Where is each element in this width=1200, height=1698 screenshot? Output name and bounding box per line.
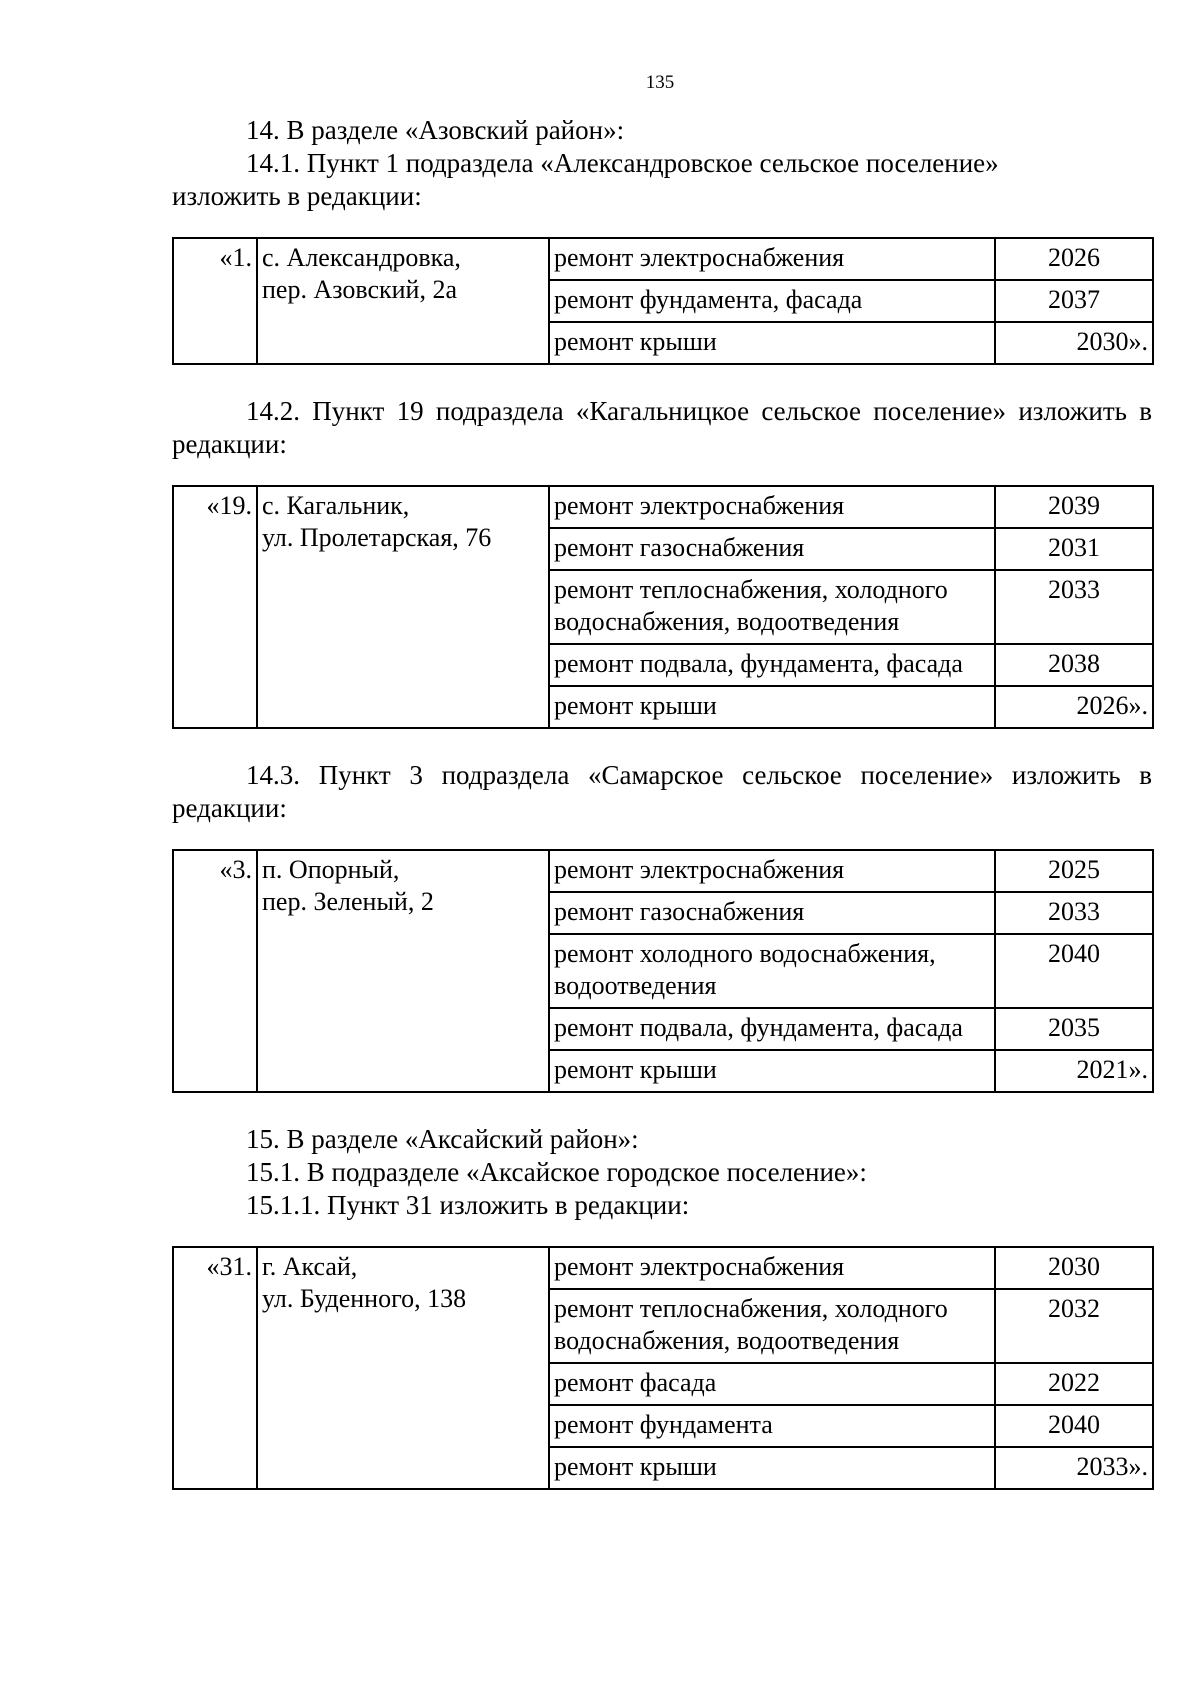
address-line: с. Александровка,	[262, 243, 461, 272]
repair-year: 2021».	[995, 1050, 1153, 1092]
address-line: пер. Азовский, 2а	[262, 275, 458, 304]
repair-year: 2035	[995, 1008, 1153, 1050]
paragraph: 15. В разделе «Аксайский район»:	[246, 1124, 639, 1154]
paragraph: 14.3. Пункт 3 подраздела «Самарское сельское поселение» изложить в редакции:	[172, 760, 1152, 823]
address-cell	[257, 1247, 549, 1489]
work-type: ремонт фундамента, фасада	[549, 280, 995, 322]
work-type: ремонт теплоснабжения, холодного водоснабжения, водоотведения	[549, 1289, 995, 1363]
work-type: ремонт подвала, фундамента, фасада	[549, 1008, 995, 1050]
repair-year: 2033	[995, 570, 1153, 644]
paragraph: 15.1. В подразделе «Аксайское городское поселение»:	[246, 1157, 867, 1187]
work-type: ремонт электроснабжения	[549, 238, 995, 280]
table-row	[173, 486, 1153, 528]
item-number: «3.	[173, 850, 257, 1092]
repair-year: 2031	[995, 528, 1153, 570]
work-type: ремонт газоснабжения	[549, 892, 995, 934]
work-type: ремонт подвала, фундамента, фасада	[549, 644, 995, 686]
work-type: ремонт электроснабжения	[549, 850, 995, 892]
page-number: 135	[645, 72, 675, 93]
paragraph: 14. В разделе «Азовский район»:	[246, 115, 625, 145]
paragraph: 14.1. Пункт 1 подраздела «Александровское сельское поселение»	[246, 148, 999, 178]
table-row	[173, 1247, 1153, 1289]
address-line: пер. Зеленый, 2	[262, 887, 434, 916]
amendment-table	[172, 485, 1154, 729]
repair-year: 2030».	[995, 322, 1153, 364]
amendment-table	[172, 1246, 1154, 1490]
paragraph: изложить в редакции:	[172, 181, 422, 211]
work-type: ремонт крыши	[549, 686, 995, 728]
repair-year: 2037	[995, 280, 1153, 322]
work-type: ремонт газоснабжения	[549, 528, 995, 570]
repair-year: 2040	[995, 934, 1153, 1008]
work-type: ремонт электроснабжения	[549, 486, 995, 528]
address-cell	[257, 486, 549, 728]
address-line: г. Аксай,	[262, 1252, 358, 1281]
repair-year: 2032	[995, 1289, 1153, 1363]
work-type: ремонт фасада	[549, 1363, 995, 1405]
address-line: ул. Пролетарская, 76	[262, 523, 492, 552]
amendment-table	[172, 849, 1154, 1093]
paragraph: 14.2. Пункт 19 подраздела «Кагальницкое сельское поселение» изложить в редакции:	[172, 396, 1152, 459]
repair-year: 2022	[995, 1363, 1153, 1405]
address-line: с. Кагальник,	[262, 491, 410, 520]
repair-year: 2026	[995, 238, 1153, 280]
repair-year: 2033	[995, 892, 1153, 934]
address-line: ул. Буденного, 138	[262, 1284, 467, 1313]
table-row	[173, 238, 1153, 280]
table-row	[173, 850, 1153, 892]
item-number: «19.	[173, 486, 257, 728]
work-type: ремонт крыши	[549, 1447, 995, 1489]
repair-year: 2025	[995, 850, 1153, 892]
item-number: «31.	[173, 1247, 257, 1489]
item-number: «1.	[173, 238, 257, 364]
work-type: ремонт фундамента	[549, 1405, 995, 1447]
repair-year: 2030	[995, 1247, 1153, 1289]
address-cell	[257, 238, 549, 364]
address-line: п. Опорный,	[262, 855, 400, 884]
document-body	[172, 114, 1152, 1490]
work-type: ремонт крыши	[549, 322, 995, 364]
work-type: ремонт теплоснабжения, холодного водоснабжения, водоотведения	[549, 570, 995, 644]
work-type: ремонт электроснабжения	[549, 1247, 995, 1289]
repair-year: 2026».	[995, 686, 1153, 728]
repair-year: 2039	[995, 486, 1153, 528]
work-type: ремонт холодного водоснабжения, водоотведения	[549, 934, 995, 1008]
repair-year: 2038	[995, 644, 1153, 686]
work-type: ремонт крыши	[549, 1050, 995, 1092]
repair-year: 2033».	[995, 1447, 1153, 1489]
amendment-table	[172, 237, 1154, 365]
paragraph: 15.1.1. Пункт 31 изложить в редакции:	[246, 1190, 690, 1220]
repair-year: 2040	[995, 1405, 1153, 1447]
address-cell	[257, 850, 549, 1092]
